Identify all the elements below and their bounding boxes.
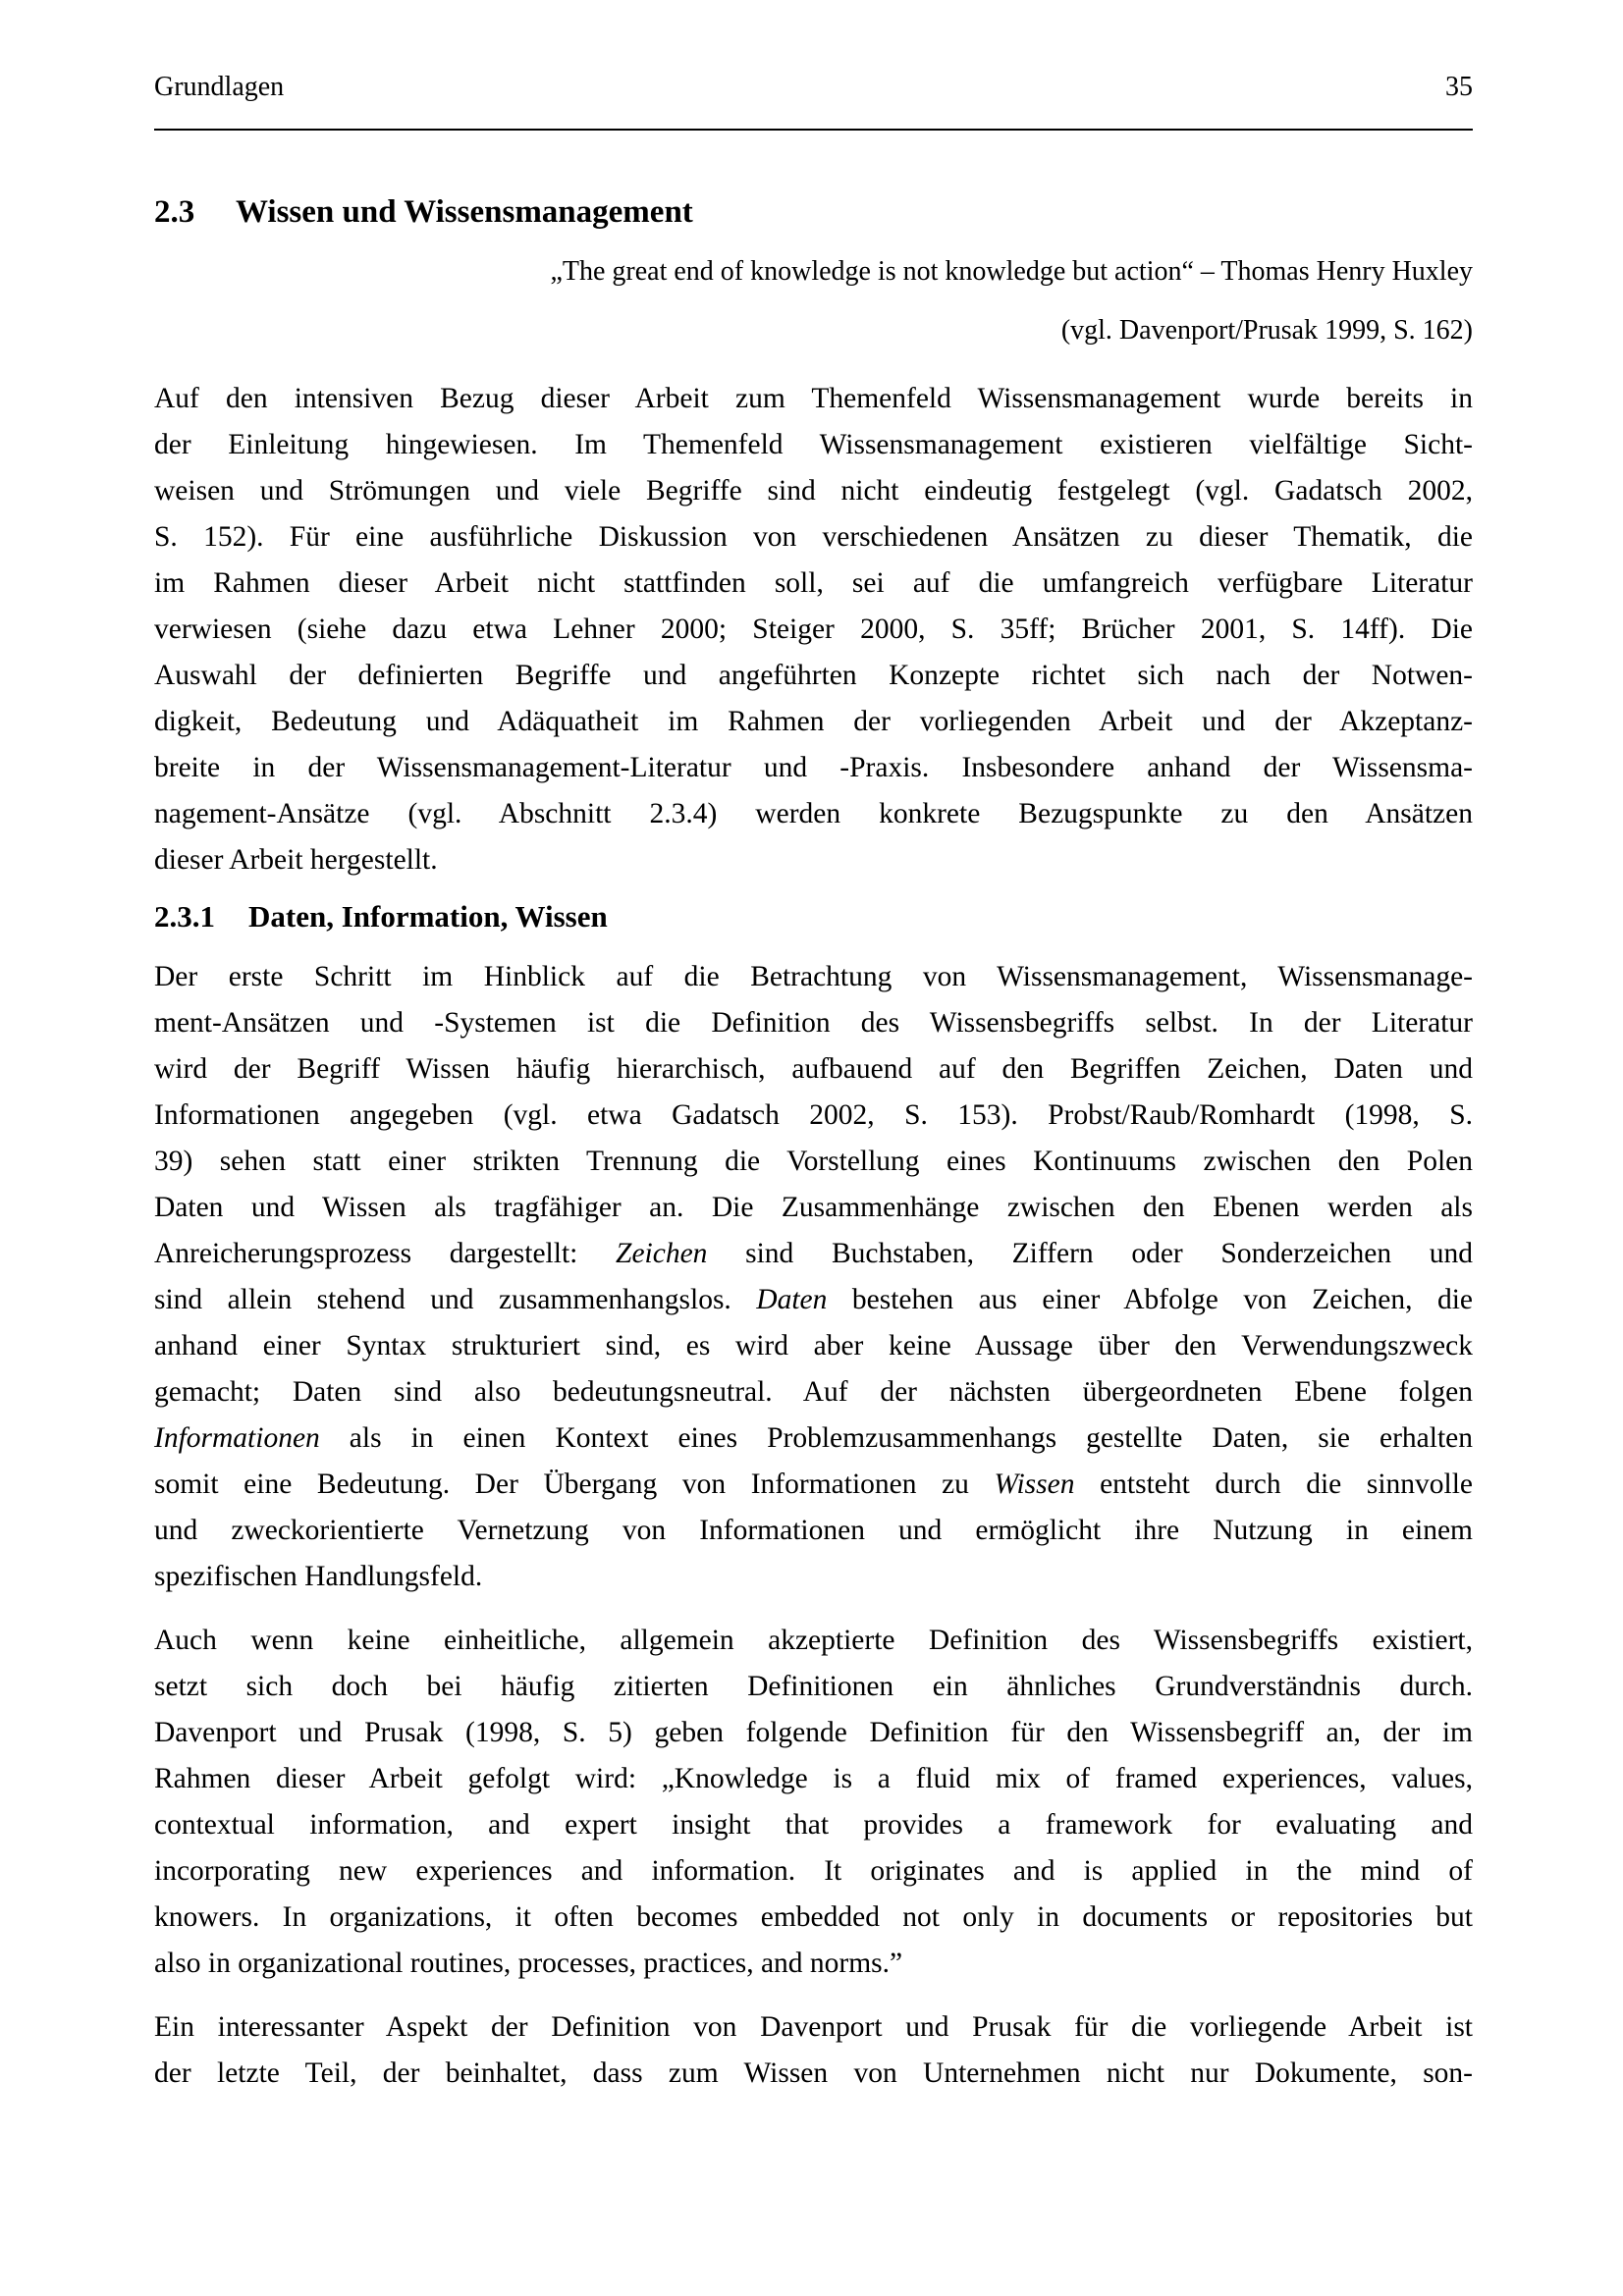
paragraph [154,376,1473,883]
text-line: 39) sehen statt einer strikten Trennung die Vorstellung eines Kontinuums zwischen den Polen [154,1146,1473,1177]
section-number: 2.3.1 [154,899,215,934]
text-line: dieser Arbeit hergestellt. [154,844,438,876]
document-body [154,193,1473,2097]
text-line: im Rahmen dieser Arbeit nicht stattfinden soll, sei auf die umfangreich verfügbare Literatur [154,567,1473,599]
text-line: anhand einer Syntax strukturiert sind, es wird aber keine Aussage über den Verwendungszweck [154,1330,1473,1362]
epigraph-line: (vgl. Davenport/Prusak 1999, S. 162) [1060,315,1473,346]
text-line: gemacht; Daten sind also bedeutungsneutral. Auf der nächsten übergeordneten Ebene folgen [154,1376,1473,1408]
section-title: Daten, Information, Wissen [248,899,608,934]
section-heading [154,193,1473,231]
section-title: Wissen und Wissensmanagement [236,194,693,230]
text-line: verwiesen (siehe dazu etwa Lehner 2000; Steiger 2000, S. 35ff; Brücher 2001, S. 14ff). Die [154,614,1473,645]
text-line: setzt sich doch bei häufig zitierten Definitionen ein ähnliches Grundverständnis durch. [154,1671,1473,1702]
text-line: Auch wenn keine einheitliche, allgemein akzeptierte Definition des Wissensbegriffs existiert, [154,1625,1473,1656]
text-line: der letzte Teil, der beinhaltet, dass zum Wissen von Unternehmen nicht nur Dokumente, son- [154,2057,1473,2089]
text-line: incorporating new experiences and information. It originates and is applied in the mind of [154,1855,1473,1887]
text-line: und zweckorientierte Vernetzung von Informationen und ermöglicht ihre Nutzung in einem [154,1515,1473,1546]
paragraph [154,1618,1473,1987]
paragraph [154,2004,1473,2097]
text-line: Davenport und Prusak (1998, S. 5) geben folgende Definition für den Wissensbegriff an, der im [154,1717,1473,1748]
page-number: 35 [1445,72,1473,102]
text-line: Daten und Wissen als tragfähiger an. Die Zusammenhänge zwischen den Ebenen werden als [154,1192,1473,1223]
text-line: Informationen angegeben (vgl. etwa Gadatsch 2002, S. 153). Probst/Raub/Romhardt (1998, S. [154,1099,1473,1131]
epigraph-line: „The great end of knowledge is not knowledge but action“ – Thomas Henry Huxley [550,256,1473,287]
text-line: contextual information, and expert insight that provides a framework for evaluating and [154,1809,1473,1841]
text-line: weisen und Strömungen und viele Begriffe sind nicht eindeutig festgelegt (vgl. Gadatsch 2002, [154,475,1473,507]
text-line: breite in der Wissensmanagement-Literatur und -Praxis. Insbesondere anhand der Wissensma- [154,752,1473,783]
running-header-title: Grundlagen [154,72,285,102]
text-line: somit eine Bedeutung. Der Übergang von Informationen zu Wissen entsteht durch die sinnvolle [154,1468,1474,1500]
section-heading [154,899,1473,934]
text-line: Der erste Schritt im Hinblick auf die Betrachtung von Wissensmanagement, Wissensmanage- [154,961,1473,992]
page-content [154,71,1473,2097]
text-line: Informationen als in einen Kontext eines Problemzusammenhangs gestellte Daten, sie erhalten [154,1422,1473,1454]
epigraph [154,242,1473,360]
paragraph [154,954,1473,1600]
text-line: ment-Ansätzen und -Systemen ist die Definition des Wissensbegriffs selbst. In der Literatur [154,1007,1473,1039]
page-header [154,71,1473,131]
text-line: der Einleitung hingewiesen. Im Themenfeld Wissensmanagement existieren vielfältige Sicht- [154,429,1473,460]
text-line: wird der Begriff Wissen häufig hierarchisch, aufbauend auf den Begriffen Zeichen, Daten und [154,1053,1473,1085]
text-line: knowers. In organizations, it often becomes embedded not only in documents or repositories but [154,1901,1473,1933]
text-line: digkeit, Bedeutung und Adäquatheit im Rahmen der vorliegenden Arbeit und der Akzeptanz- [154,706,1473,737]
text-line: Auswahl der definierten Begriffe und angeführten Konzepte richtet sich nach der Notwen- [154,660,1473,691]
text-line: S. 152). Für eine ausführliche Diskussion von verschiedenen Ansätzen zu dieser Thematik, die [154,521,1473,553]
text-line: Rahmen dieser Arbeit gefolgt wird: „Knowledge is a fluid mix of framed experiences, values, [154,1763,1473,1794]
text-line: Ein interessanter Aspekt der Definition von Davenport und Prusak für die vorliegende Arbeit ist [154,2011,1473,2043]
text-line: Auf den intensiven Bezug dieser Arbeit zum Themenfeld Wissensmanagement wurde bereits in [154,383,1473,414]
text-line: sind allein stehend und zusammenhangslos. Daten bestehen aus einer Abfolge von Zeichen, die [154,1284,1473,1315]
text-line: spezifischen Handlungsfeld. [154,1561,483,1592]
text-line: also in organizational routines, processes, practices, and norms.” [154,1948,903,1979]
text-line: Anreicherungsprozess dargestellt: Zeichen sind Buchstaben, Ziffern oder Sonderzeichen und [154,1238,1473,1269]
text-line: nagement-Ansätze (vgl. Abschnitt 2.3.4) werden konkrete Bezugspunkte zu den Ansätzen [154,798,1473,829]
section-number: 2.3 [154,194,195,230]
